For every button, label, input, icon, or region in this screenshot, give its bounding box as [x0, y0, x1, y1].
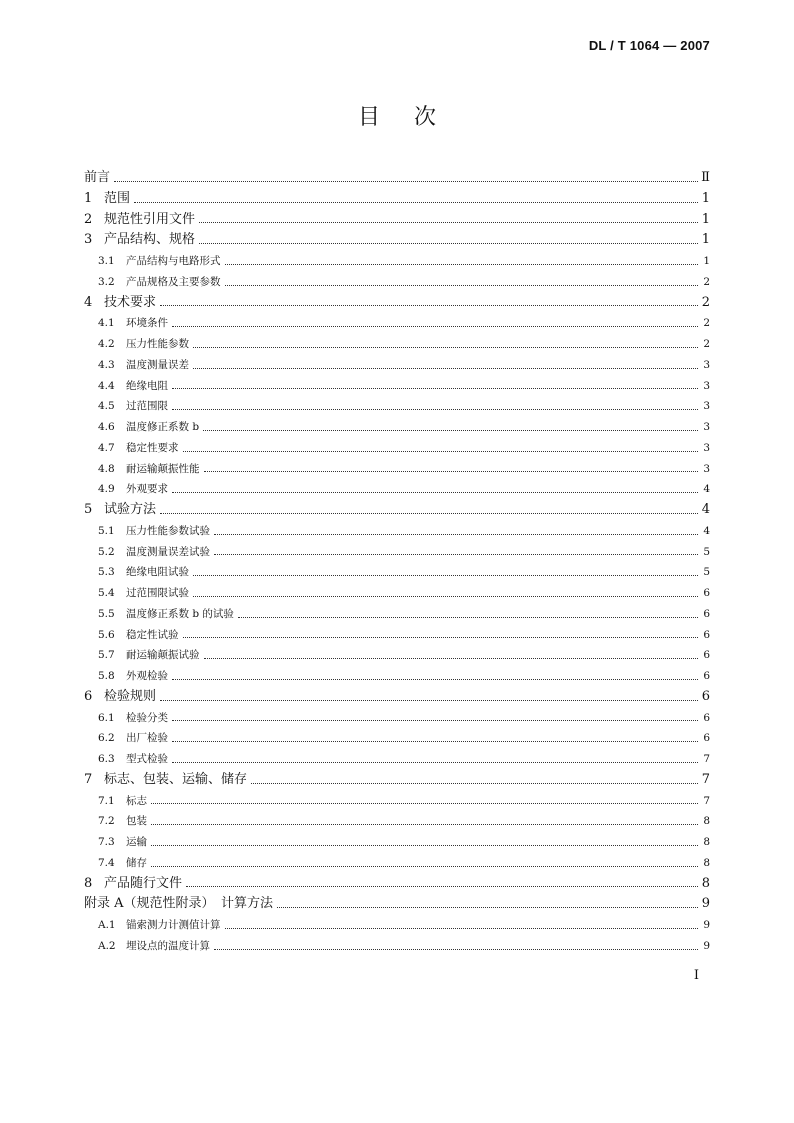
toc-entry-number: 5.6	[98, 628, 115, 641]
toc-entry-page: 3	[703, 400, 710, 413]
toc-entry-section[interactable]	[84, 604, 710, 625]
toc-entry-label: 标志	[126, 794, 147, 807]
toc-entry-number: 4.3	[98, 358, 115, 371]
toc-dot-leader	[186, 886, 698, 887]
toc-entry-section[interactable]	[84, 915, 710, 936]
toc-entry-page: 6	[703, 732, 710, 745]
toc-entry-section[interactable]	[84, 251, 710, 272]
toc-entry-page: Ⅱ	[701, 170, 710, 185]
toc-entry-section[interactable]	[84, 625, 710, 646]
toc-entry-number: 7.3	[98, 836, 115, 848]
toc-entry-label: 技术要求	[104, 294, 157, 310]
toc-entry-label: 产品结构与电路形式	[126, 255, 221, 267]
toc-dot-leader	[193, 347, 698, 348]
toc-dot-leader	[172, 388, 698, 389]
toc-dot-leader	[225, 264, 699, 265]
toc-dot-leader	[199, 222, 698, 223]
toc-entry-page: 6	[701, 688, 710, 704]
toc-entry-number: 7	[84, 771, 93, 787]
toc-entry-number: 3.1	[98, 255, 115, 267]
toc-entry-label: 外观检验	[126, 670, 168, 682]
toc-entry-label: 温度测量误差试验	[126, 545, 210, 558]
toc-entry-section[interactable]	[84, 376, 710, 397]
toc-entry-label: 过范围限	[126, 400, 168, 413]
toc-entry-page: 4	[703, 483, 710, 496]
toc-entry-number: 4.7	[98, 441, 115, 454]
toc-entry-label: 埋设点的温度计算	[126, 939, 210, 952]
toc-dot-leader	[172, 762, 698, 763]
toc-dot-leader	[204, 471, 699, 472]
toc-dot-leader	[172, 492, 698, 493]
toc-entry-label: 储存	[126, 856, 147, 869]
toc-entry-number: 5.8	[98, 670, 115, 682]
toc-dot-leader	[172, 409, 698, 410]
toc-entry-label: 范围	[104, 190, 131, 206]
toc-entry-number: 2	[84, 211, 93, 227]
toc-entry-number: 4.1	[98, 317, 115, 330]
toc-entry-chapter[interactable]	[84, 500, 710, 521]
toc-entry-label: 锚索测力计测值计算	[126, 919, 221, 931]
toc-entry-number: A.1	[98, 919, 116, 931]
toc-dot-leader	[238, 617, 698, 618]
toc-entry-section[interactable]	[84, 936, 710, 957]
toc-entry-number: 5	[84, 502, 93, 517]
toc-dot-leader	[160, 513, 698, 514]
toc-entry-page: 2	[703, 275, 710, 288]
toc-entry-page: 3	[703, 421, 710, 433]
toc-entry-label: 耐运输颠振试验	[126, 649, 200, 662]
toc-dot-leader	[172, 679, 698, 680]
toc-entry-number: 6.2	[98, 732, 115, 745]
toc-entry-page: 9	[703, 939, 710, 952]
toc-dot-leader	[114, 181, 698, 182]
toc-dot-leader	[193, 596, 698, 597]
toc-entry-number: 6.1	[98, 711, 115, 724]
toc-entry-label: 运输	[126, 836, 147, 848]
toc-entry-section[interactable]	[84, 583, 710, 604]
toc-entry-number: 4	[84, 294, 93, 310]
toc-entry-page: 1	[703, 255, 710, 267]
toc-entry-page: 2	[701, 294, 710, 310]
toc-entry-page: 8	[701, 875, 710, 891]
toc-entry-label: 温度修正系数 b 的试验	[126, 607, 234, 620]
toc-entry-label: 压力性能参数试验	[126, 524, 210, 537]
toc-dot-leader	[225, 285, 699, 286]
toc-dot-leader	[193, 368, 698, 369]
toc-entry-page: 5	[703, 566, 710, 579]
toc-entry-section[interactable]	[84, 272, 710, 293]
toc-entry-chapter[interactable]	[84, 687, 710, 708]
toc-entry-page: 1	[701, 232, 710, 248]
toc-entry-section[interactable]	[84, 791, 710, 812]
toc-dot-leader	[214, 534, 698, 535]
toc-entry-number: 4.6	[98, 421, 115, 433]
toc-entry-number: 1	[84, 190, 93, 206]
toc-entry-label: 型式检验	[126, 753, 168, 765]
toc-entry-page: 7	[703, 794, 710, 807]
toc-entry-number: 5.4	[98, 587, 115, 599]
toc-entry-page: 3	[703, 379, 710, 392]
toc-entry-label: 试验方法	[104, 502, 157, 517]
toc-entry-label: 规范性引用文件	[104, 211, 196, 227]
table-of-contents	[84, 168, 710, 957]
toc-entry-number: 4.2	[98, 338, 115, 350]
toc-entry-number: A.2	[98, 939, 116, 952]
toc-dot-leader	[134, 202, 698, 203]
toc-entry-page: 6	[703, 628, 710, 641]
toc-dot-leader	[203, 430, 698, 431]
toc-entry-number: 5.1	[98, 524, 115, 537]
toc-entry-label: 环境条件	[126, 317, 168, 330]
toc-entry-section[interactable]	[84, 396, 710, 417]
toc-dot-leader	[183, 451, 699, 452]
toc-dot-leader	[151, 845, 698, 846]
toc-dot-leader	[160, 305, 698, 306]
toc-entry-section[interactable]	[84, 749, 710, 770]
toc-entry-section[interactable]	[84, 417, 710, 438]
toc-entry-number: 7.4	[98, 856, 115, 869]
toc-entry-number: 5.2	[98, 545, 115, 558]
toc-entry-page: 8	[703, 856, 710, 869]
toc-entry-section[interactable]	[84, 853, 710, 874]
toc-entry-number: 5.7	[98, 649, 115, 662]
toc-entry-number: 7.2	[98, 815, 115, 828]
toc-entry-label: 绝缘电阻试验	[126, 566, 189, 579]
toc-entry-chapter[interactable]	[84, 189, 710, 210]
toc-entry-page: 1	[701, 190, 710, 206]
toc-entry-page: 7	[701, 771, 710, 787]
toc-entry-label: 温度测量误差	[126, 358, 189, 371]
toc-entry-page: 8	[703, 836, 710, 848]
toc-entry-number: 8	[84, 875, 93, 891]
toc-dot-leader	[160, 700, 698, 701]
toc-entry-label: 温度修正系数 b	[126, 421, 200, 433]
toc-entry-number: 4.8	[98, 462, 115, 475]
toc-entry-label: 过范围限试验	[126, 587, 189, 599]
toc-entry-number: 4.5	[98, 400, 115, 413]
page-title	[0, 100, 794, 131]
toc-entry-section[interactable]	[84, 521, 710, 542]
title-char-2: 次	[414, 105, 437, 130]
toc-dot-leader	[204, 658, 699, 659]
toc-entry-section[interactable]	[84, 459, 710, 480]
toc-entry-page: 3	[703, 358, 710, 371]
toc-dot-leader	[214, 949, 698, 950]
toc-entry-label: 稳定性试验	[126, 628, 179, 641]
toc-entry-page: 5	[703, 545, 710, 558]
toc-entry-section[interactable]	[84, 728, 710, 749]
toc-entry-label: 标志、包装、运输、储存	[104, 771, 248, 787]
toc-entry-label: 附录 A（规范性附录） 计算方法	[84, 896, 274, 912]
toc-entry-section[interactable]	[84, 708, 710, 729]
title-char-1: 目	[357, 105, 380, 130]
toc-entry-page: 6	[703, 607, 710, 620]
toc-entry-label: 产品结构、规格	[104, 232, 196, 248]
toc-entry-page: 6	[703, 711, 710, 724]
toc-entry-section[interactable]	[84, 355, 710, 376]
toc-entry-chapter[interactable]	[84, 230, 710, 251]
toc-entry-page: 6	[703, 670, 710, 682]
toc-entry-page: 9	[701, 896, 710, 912]
toc-entry-label: 出厂检验	[126, 732, 168, 745]
toc-entry-chapter[interactable]	[84, 293, 710, 314]
toc-entry-label: 检验规则	[104, 688, 157, 704]
toc-entry-label: 包装	[126, 815, 147, 828]
toc-entry-label: 产品规格及主要参数	[126, 275, 221, 288]
toc-dot-leader	[151, 824, 698, 825]
toc-dot-leader	[172, 326, 698, 327]
toc-entry-page: 7	[703, 753, 710, 765]
toc-entry-page: 3	[703, 441, 710, 454]
toc-entry-page: 6	[703, 649, 710, 662]
toc-entry-page: 1	[701, 211, 710, 227]
toc-entry-chapter[interactable]	[84, 894, 710, 915]
toc-entry-number: 5.3	[98, 566, 115, 579]
standard-code: DL / T 1064 — 2007	[588, 38, 710, 53]
toc-entry-number: 7.1	[98, 794, 115, 807]
toc-entry-label: 耐运输颠振性能	[126, 462, 200, 475]
toc-entry-label: 产品随行文件	[104, 875, 183, 891]
toc-entry-chapter[interactable]	[84, 770, 710, 791]
toc-entry-number: 3	[84, 232, 93, 248]
toc-entry-page: 3	[703, 462, 710, 475]
page-number: I	[693, 968, 699, 983]
toc-entry-page: 9	[703, 919, 710, 931]
toc-dot-leader	[183, 637, 699, 638]
toc-dot-leader	[225, 928, 699, 929]
toc-entry-section[interactable]	[84, 334, 710, 355]
toc-entry-number: 5.5	[98, 607, 115, 620]
toc-entry-page: 2	[703, 317, 710, 330]
toc-entry-section[interactable]	[84, 645, 710, 666]
toc-entry-page: 6	[703, 587, 710, 599]
toc-entry-label: 检验分类	[126, 711, 168, 724]
toc-entry-label: 绝缘电阻	[126, 379, 168, 392]
toc-entry-section[interactable]	[84, 542, 710, 563]
toc-entry-label: 压力性能参数	[126, 338, 189, 350]
toc-entry-chapter[interactable]	[84, 168, 710, 189]
toc-dot-leader	[151, 803, 698, 804]
toc-entry-section[interactable]	[84, 811, 710, 832]
toc-dot-leader	[193, 575, 698, 576]
toc-entry-number: 6.3	[98, 753, 115, 765]
toc-entry-label: 外观要求	[126, 483, 168, 496]
toc-entry-number: 3.2	[98, 275, 115, 288]
toc-dot-leader	[151, 866, 698, 867]
toc-dot-leader	[199, 243, 698, 244]
toc-entry-page: 4	[701, 502, 710, 517]
toc-entry-page: 8	[703, 815, 710, 828]
toc-entry-number: 6	[84, 688, 93, 704]
toc-entry-section[interactable]	[84, 832, 710, 853]
toc-entry-chapter[interactable]	[84, 874, 710, 895]
toc-dot-leader	[214, 554, 698, 555]
toc-dot-leader	[277, 907, 698, 908]
toc-entry-label: 前言	[84, 170, 111, 185]
toc-entry-page: 4	[703, 524, 710, 537]
toc-entry-number: 4.9	[98, 483, 115, 496]
toc-entry-section[interactable]	[84, 562, 710, 583]
toc-entry-number: 4.4	[98, 379, 115, 392]
toc-entry-section[interactable]	[84, 666, 710, 687]
toc-entry-label: 稳定性要求	[126, 441, 179, 454]
toc-entry-chapter[interactable]	[84, 210, 710, 231]
toc-dot-leader	[172, 741, 698, 742]
toc-entry-section[interactable]	[84, 313, 710, 334]
toc-entry-page: 2	[703, 338, 710, 350]
toc-entry-section[interactable]	[84, 479, 710, 500]
toc-dot-leader	[172, 720, 698, 721]
toc-dot-leader	[251, 783, 698, 784]
toc-entry-section[interactable]	[84, 438, 710, 459]
